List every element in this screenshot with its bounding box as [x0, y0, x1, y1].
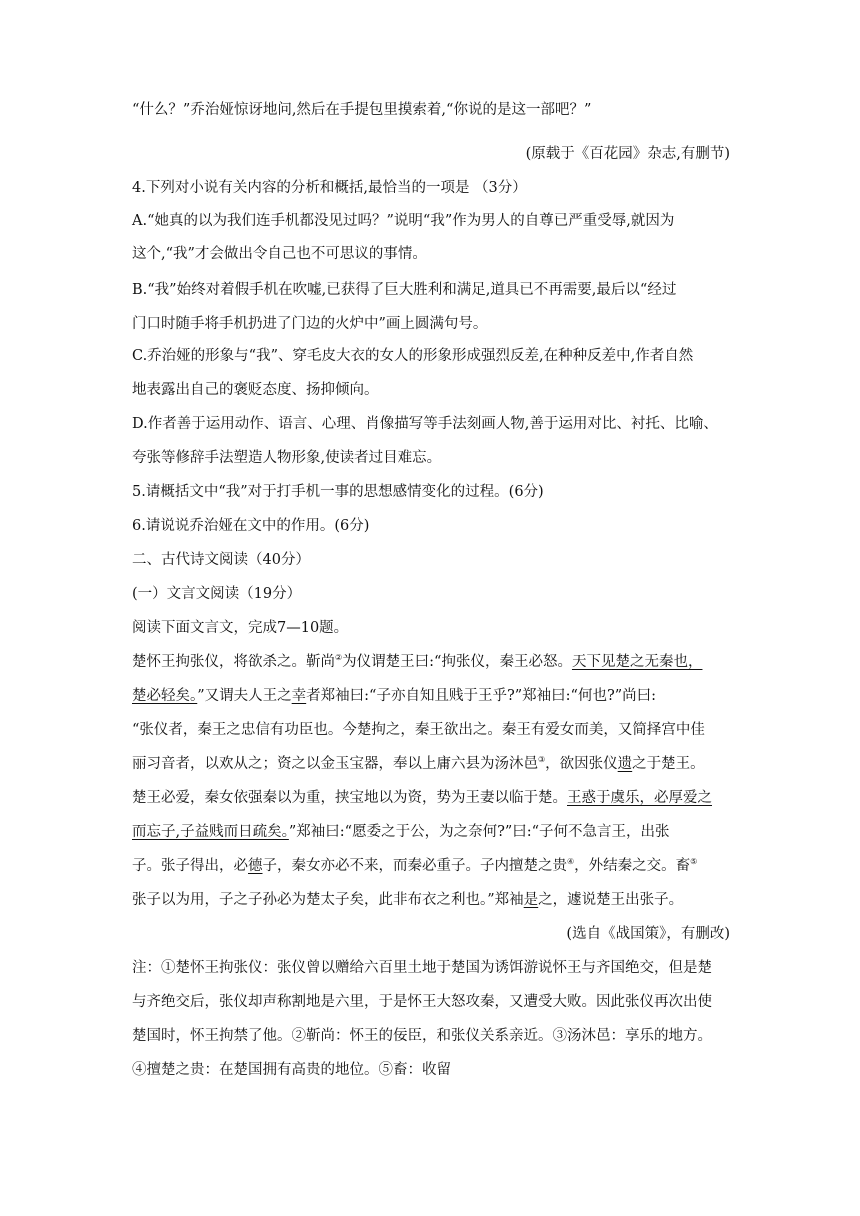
question-5: 5.请概括文中“我”对于打手机一事的思想感情变化的过程。(6分): [132, 484, 544, 500]
classical-line-7: 子。张子得出，必德子，秦女亦必不来，而秦必重子。子内擅楚之贵④，外结秦之交。畜⑤: [132, 857, 698, 874]
option-a-line-2: 这个,“我”才会做出令自己也不可思议的事情。: [132, 246, 427, 262]
note-line-3: 楚国时，怀王拘禁了他。②靳尚：怀王的佞臣，和张仪关系亲近。③汤沐邑：享乐的地方。: [132, 1028, 712, 1044]
question-6: 6.请说说乔治娅在文中的作用。(6分): [132, 518, 370, 534]
option-c-line-1: C.乔治娅的形象与“我”、穿毛皮大衣的女人的形象形成强烈反差,在种种反差中,作者自然: [132, 348, 694, 364]
classical-line-4: 丽习音者，以欢从之；资之以金玉宝器，奉以上庸六县为汤沐邑③，欲因张仪遗之于楚王。: [132, 755, 705, 772]
classical-line-3: “张仪者，秦王之忠信有功臣也。今楚拘之，秦王欲出之。秦王有爱女而美，又简择宫中佳: [132, 722, 705, 738]
classical-line-2: 楚必轻矣。”又谓夫人王之幸者郑袖曰:“子亦自知且贱于王乎?”郑袖曰:“何也?”尚曰:: [132, 688, 657, 704]
classical-source: (选自《战国策》，有删改): [566, 926, 730, 942]
story-source: (原载于《百花园》杂志,有删节): [525, 146, 730, 162]
classical-line-1: 楚怀王拘张仪，将欲杀之。靳尚②为仪谓楚王曰:“拘张仪，秦王必怒。天下见楚之无秦也，: [132, 653, 703, 670]
option-b-line-1: B.“我”始终对着假手机在吹嘘,已获得了巨大胜利和满足,道具已不再需要,最后以“经过: [132, 282, 677, 298]
section-heading: 二、古代诗文阅读（40分）: [132, 552, 310, 568]
classical-line-5: 楚王必爱，秦女依强秦以为重，挟宝地以为资，势为王妻以临于楚。王惑于虞乐，必厚爱之: [132, 790, 712, 806]
instruction: 阅读下面文言文，完成7—10题。: [132, 620, 349, 636]
option-a-line-1: A.“她真的以为我们连手机都没见过吗？”说明“我”作为男人的自尊已严重受辱,就因为: [132, 213, 675, 229]
classical-line-6: 而忘子,子益贱而日疏矣。”郑袖曰:“愿委之于公，为之奈何?”曰:“子何不急言王，出张: [132, 824, 670, 840]
note-line-4: ④擅楚之贵：在楚国拥有高贵的地位。⑤畜：收留: [132, 1062, 451, 1078]
option-d-line-1: D.作者善于运用动作、语言、心理、肖像描写等手法刻画人物,善于运用对比、衬托、比喻、: [132, 416, 718, 432]
option-d-line-2: 夸张等修辞手法塑造人物形象,使读者过目难忘。: [132, 450, 442, 466]
story-last-line: “什么？”乔治娅惊讶地问,然后在手提包里摸索着,“你说的是这一部吧？”: [132, 102, 592, 118]
classical-line-8: 张子以为用，子之子孙必为楚太子矣，此非布衣之利也。”郑袖是之，遽说楚王出张子。: [132, 892, 684, 908]
note-line-2: 与齐绝交后，张仪却声称割地是六里，于是怀王大怒攻秦，又遭受大败。因此张仪再次出使: [132, 994, 712, 1010]
note-line-1: 注：①楚怀王拘张仪：张仪曾以赠给六百里土地于楚国为诱饵游说怀王与齐国绝交，但是楚: [132, 960, 712, 976]
option-b-line-2: 门口时随手将手机扔进了门边的火炉中”画上圆满句号。: [132, 316, 488, 332]
option-c-line-2: 地表露出自己的褒贬态度、扬抑倾向。: [132, 382, 379, 398]
subsection-heading: (一）文言文阅读（19分）: [132, 586, 302, 602]
question-4-stem: 4.下列对小说有关内容的分析和概括,最恰当的一项是 （3分）: [132, 180, 527, 196]
